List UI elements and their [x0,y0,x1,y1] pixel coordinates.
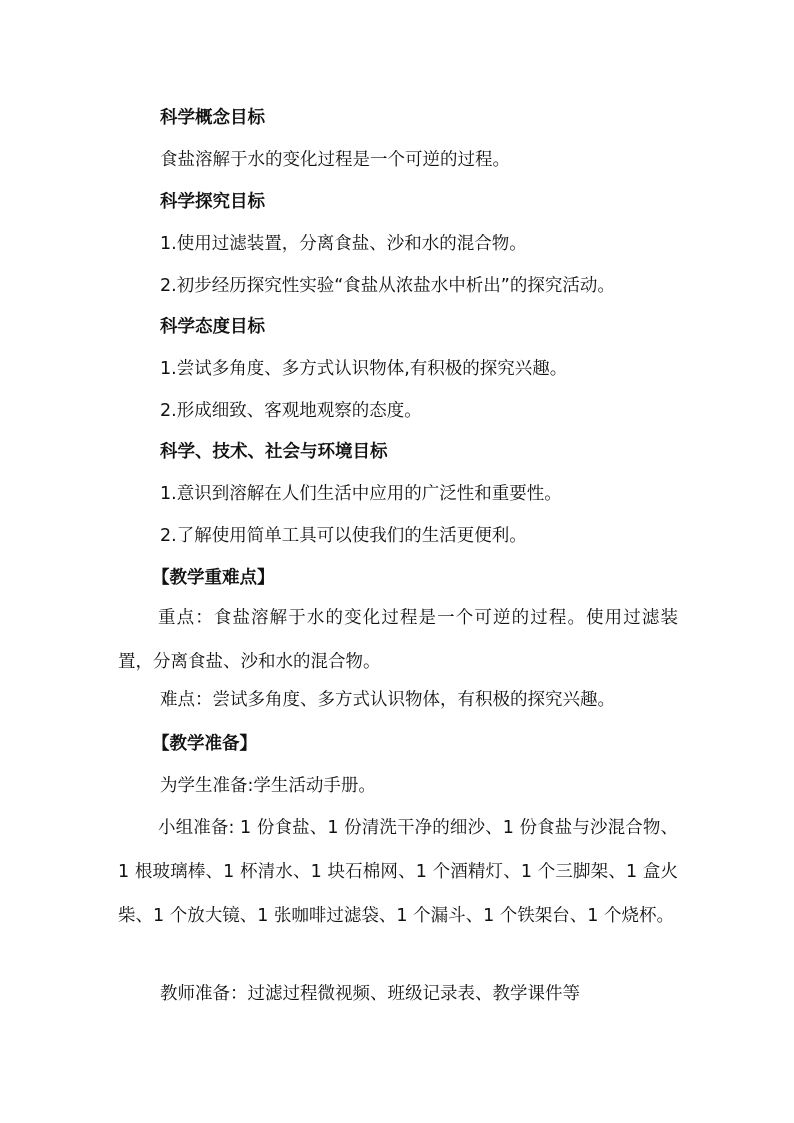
heading-key-points: 【教学重难点】 [152,568,275,588]
heading-science-inquiry: 科学探究目标 [160,192,265,212]
heading-preparation: 【教学准备】 [152,734,257,754]
heading-stse: 科学、技术、社会与环境目标 [160,442,388,462]
attitude-item-2: 2.形成细致、客观地观察的态度。 [160,401,422,421]
heading-science-attitude: 科学态度目标 [160,317,265,337]
teacher-preparation: 教师准备：过滤过程微视频、班级记录表、教学课件等 [160,984,580,1004]
inquiry-item-1: 1.使用过滤装置，分离食盐、沙和水的混合物。 [160,234,527,254]
heading-science-concept: 科学概念目标 [160,108,265,128]
student-preparation: 为学生准备:学生活动手册。 [160,776,376,796]
group-preparation: 小组准备: 1 份食盐、1 份清洗干净的细沙、1 份食盐与沙混合物、1 根玻璃棒、1 杯清水、1 块石棉网、1 个酒精灯、1 个三脚架、1 盒火柴、1 个放大镜、1 张咖啡过滤袋、1 个漏斗、1 个铁架台、1 个烧杯。 [118,818,678,926]
science-concept-text: 食盐溶解于水的变化过程是一个可逆的过程。 [160,150,510,170]
key-point-paragraph: 重点：食盐溶解于水的变化过程是一个可逆的过程。使用过滤装置，分离食盐、沙和水的混合物。 [118,608,678,672]
inquiry-item-2: 2.初步经历探究性实验“食盐从浓盐水中析出”的探究活动。 [160,276,615,296]
attitude-item-1: 1.尝试多角度、多方式认识物体,有积极的探究兴趣。 [160,359,568,379]
stse-item-1: 1.意识到溶解在人们生活中应用的广泛性和重要性。 [160,484,562,504]
difficulty-paragraph: 难点：尝试多角度、多方式认识物体，有积极的探究兴趣。 [160,690,615,710]
stse-item-2: 2.了解使用简单工具可以使我们的生活更便利。 [160,526,527,546]
